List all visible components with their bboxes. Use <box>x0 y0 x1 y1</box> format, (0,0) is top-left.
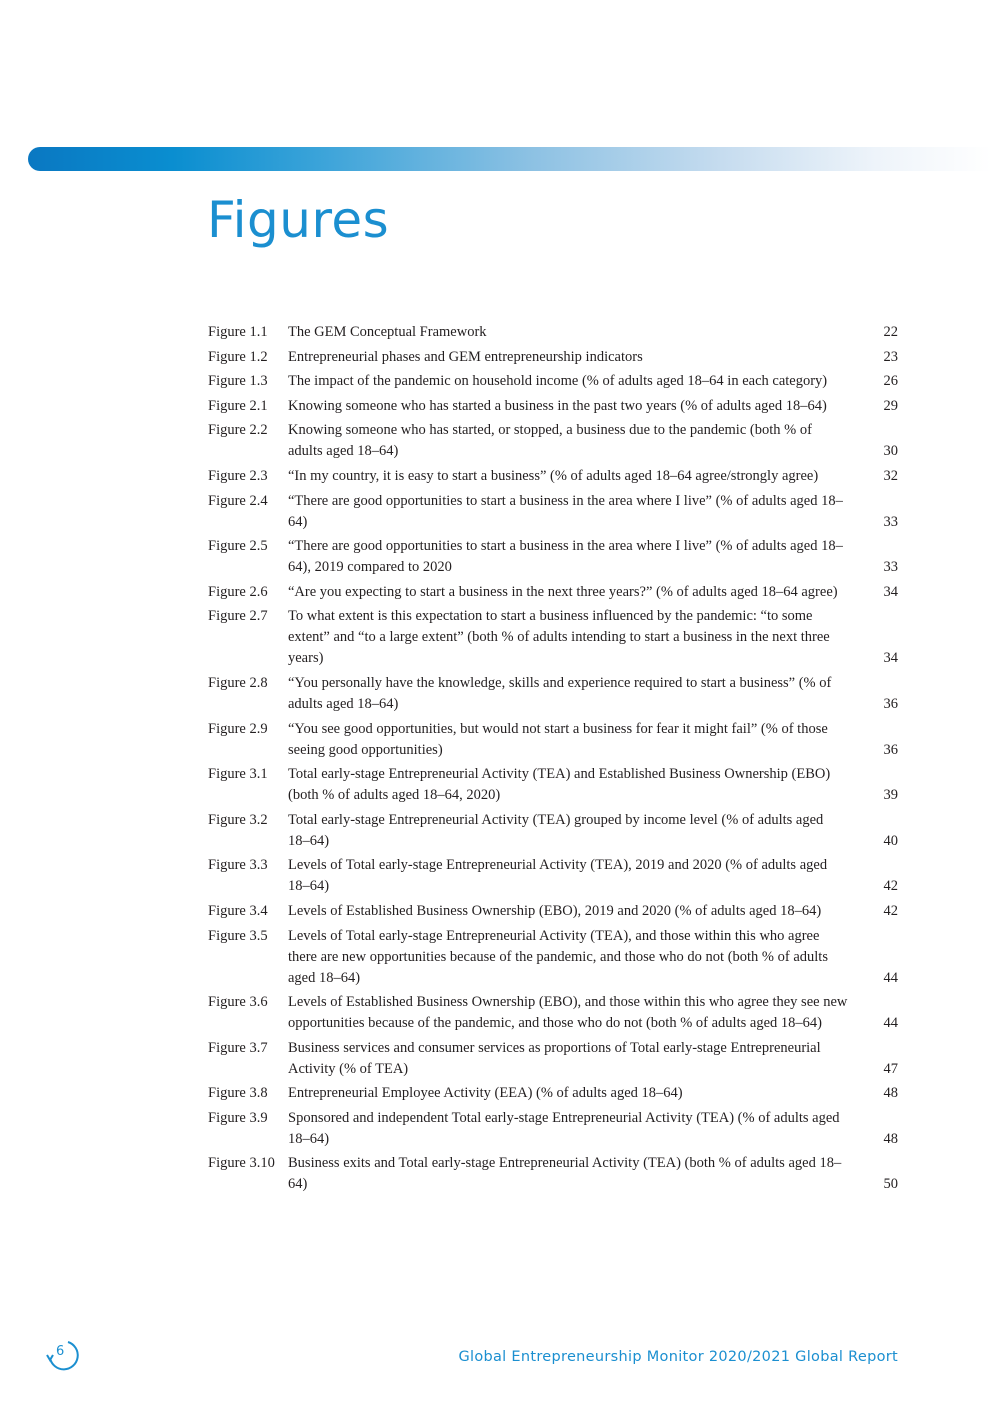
figure-number: Figure 3.4 <box>208 902 268 919</box>
figure-title: “There are good opportunities to start a business in the area where I live” (% of adults aged 18–64) <box>288 492 843 530</box>
figure-entry[interactable] <box>208 536 898 578</box>
figure-number: Figure 2.6 <box>208 583 268 600</box>
figure-page-number: 26 <box>883 373 898 390</box>
figure-entry[interactable] <box>208 926 898 989</box>
figure-entry[interactable] <box>208 491 898 533</box>
figure-page-number: 50 <box>883 1176 898 1193</box>
figure-page-number: 40 <box>883 832 898 849</box>
figure-title: Business exits and Total early-stage Entrepreneurial Activity (TEA) (both % of adults aged 18–64) <box>288 1155 842 1193</box>
figure-number: Figure 2.1 <box>208 397 268 414</box>
figure-title: “You personally have the knowledge, skills and experience required to start a business” (% of adults aged 18–64) <box>288 674 832 712</box>
figure-title: Knowing someone who has started a business in the past two years (% of adults aged 18–64) <box>288 397 827 414</box>
figure-title: “You see good opportunities, but would not start a business for fear it might fail” (% of those seeing good opportunities) <box>288 720 828 758</box>
figure-page-number: 48 <box>883 1085 898 1102</box>
figure-page-number: 48 <box>883 1130 898 1147</box>
figure-number: Figure 2.4 <box>208 492 268 509</box>
figure-entry[interactable] <box>208 855 898 897</box>
figure-page-number: 36 <box>883 695 898 712</box>
figures-list <box>208 322 898 1199</box>
figure-page-number: 36 <box>883 741 898 758</box>
figure-page-number: 23 <box>883 348 898 365</box>
figure-title: Business services and consumer services as proportions of Total early-stage Entrepreneurial Activity (% of TEA) <box>288 1039 821 1077</box>
figure-number: Figure 2.9 <box>208 720 268 737</box>
figure-number: Figure 2.2 <box>208 422 268 439</box>
figure-title: Levels of Established Business Ownership (EBO), and those within this who agree they see new opportunities because of the pandemic, and those who do not (both % of adults aged 18–64) <box>288 994 848 1032</box>
figure-page-number: 42 <box>883 878 898 895</box>
figure-page-number: 44 <box>883 969 898 986</box>
figure-entry[interactable] <box>208 992 898 1034</box>
figure-page-number: 29 <box>883 397 898 414</box>
figure-title: Entrepreneurial phases and GEM entrepreneurship indicators <box>288 348 643 365</box>
figure-number: Figure 3.7 <box>208 1039 268 1056</box>
page-number: 6 <box>56 1344 65 1359</box>
figure-entry[interactable] <box>208 810 898 852</box>
figure-number: Figure 2.8 <box>208 674 268 691</box>
figure-page-number: 39 <box>883 787 898 804</box>
figure-number: Figure 3.10 <box>208 1155 275 1172</box>
figure-number: Figure 3.8 <box>208 1085 268 1102</box>
page-title: Figures <box>207 191 390 249</box>
figure-title: To what extent is this expectation to start a business influenced by the pandemic: “to some extent” and “to a large extent” (both % of adults intending to start a business in the next three years) <box>288 608 830 667</box>
figure-entry[interactable] <box>208 1108 898 1150</box>
figure-number: Figure 2.5 <box>208 538 268 555</box>
figure-entry[interactable] <box>208 371 898 392</box>
figure-entry[interactable] <box>208 347 898 368</box>
figure-title: Knowing someone who has started, or stopped, a business due to the pandemic (both % of adults aged 18–64) <box>288 422 812 460</box>
figure-entry[interactable] <box>208 901 898 922</box>
figure-entry[interactable] <box>208 466 898 487</box>
figure-entry[interactable] <box>208 420 898 462</box>
figure-entry[interactable] <box>208 719 898 761</box>
figure-number: Figure 2.3 <box>208 467 268 484</box>
figure-entry[interactable] <box>208 582 898 603</box>
figure-entry[interactable] <box>208 673 898 715</box>
figure-page-number: 42 <box>883 902 898 919</box>
figure-page-number: 33 <box>883 559 898 576</box>
figure-page-number: 32 <box>883 467 898 484</box>
figure-number: Figure 1.3 <box>208 373 268 390</box>
figure-number: Figure 1.1 <box>208 324 268 340</box>
figure-title: “In my country, it is easy to start a business” (% of adults aged 18–64 agree/strongly agree) <box>288 467 819 484</box>
figure-title: Total early-stage Entrepreneurial Activity (TEA) grouped by income level (% of adults aged 18–64) <box>288 811 824 849</box>
header-gradient-bar <box>28 147 992 171</box>
figure-title: The GEM Conceptual Framework <box>288 324 487 340</box>
figure-entry[interactable] <box>208 1083 898 1104</box>
figure-number: Figure 3.6 <box>208 994 268 1011</box>
figure-entry[interactable] <box>208 396 898 417</box>
report-title: Global Entrepreneurship Monitor 2020/2021 Global Report <box>458 1349 898 1365</box>
figure-number: Figure 3.5 <box>208 927 268 944</box>
figure-entry[interactable] <box>208 764 898 806</box>
figure-page-number: 44 <box>883 1015 898 1032</box>
figure-title: Sponsored and independent Total early-stage Entrepreneurial Activity (TEA) (% of adults aged 18–64) <box>288 1109 840 1147</box>
figure-page-number: 30 <box>883 443 898 460</box>
figure-number: Figure 3.9 <box>208 1109 268 1126</box>
figure-title: Entrepreneurial Employee Activity (EEA) (% of adults aged 18–64) <box>288 1085 683 1102</box>
figure-entry[interactable] <box>208 1038 898 1080</box>
figure-page-number: 34 <box>883 650 898 667</box>
figure-title: Total early-stage Entrepreneurial Activity (TEA) and Established Business Ownership (EBO) (both % of adults aged 18–64, 2020) <box>288 766 831 804</box>
figure-title: Levels of Established Business Ownership (EBO), 2019 and 2020 (% of adults aged 18–64) <box>288 902 822 919</box>
figure-page-number: 47 <box>883 1060 898 1077</box>
figure-page-number: 22 <box>883 324 898 340</box>
figure-entry[interactable] <box>208 1153 898 1195</box>
figure-number: Figure 3.1 <box>208 766 268 783</box>
figure-number: Figure 1.2 <box>208 348 268 365</box>
figure-page-number: 33 <box>883 513 898 530</box>
figure-title: “There are good opportunities to start a business in the area where I live” (% of adults aged 18–64), 2019 compared to 2020 <box>288 538 843 576</box>
figure-title: Levels of Total early-stage Entrepreneurial Activity (TEA), and those within this who agree there are new opportunities because of the pandemic, and those who do not (both % of adults aged 18–64) <box>288 927 828 986</box>
figure-number: Figure 3.3 <box>208 857 268 874</box>
figure-entry[interactable] <box>208 606 898 669</box>
figure-number: Figure 2.7 <box>208 608 268 625</box>
figure-page-number: 34 <box>883 583 898 600</box>
figure-title: “Are you expecting to start a business in the next three years?” (% of adults aged 18–64 agree) <box>288 583 838 600</box>
figure-title: The impact of the pandemic on household income (% of adults aged 18–64 in each category) <box>288 373 828 390</box>
figure-number: Figure 3.2 <box>208 811 268 828</box>
figure-entry[interactable] <box>208 322 898 343</box>
figure-title: Levels of Total early-stage Entrepreneurial Activity (TEA), 2019 and 2020 (% of adults aged 18–64) <box>288 857 828 895</box>
